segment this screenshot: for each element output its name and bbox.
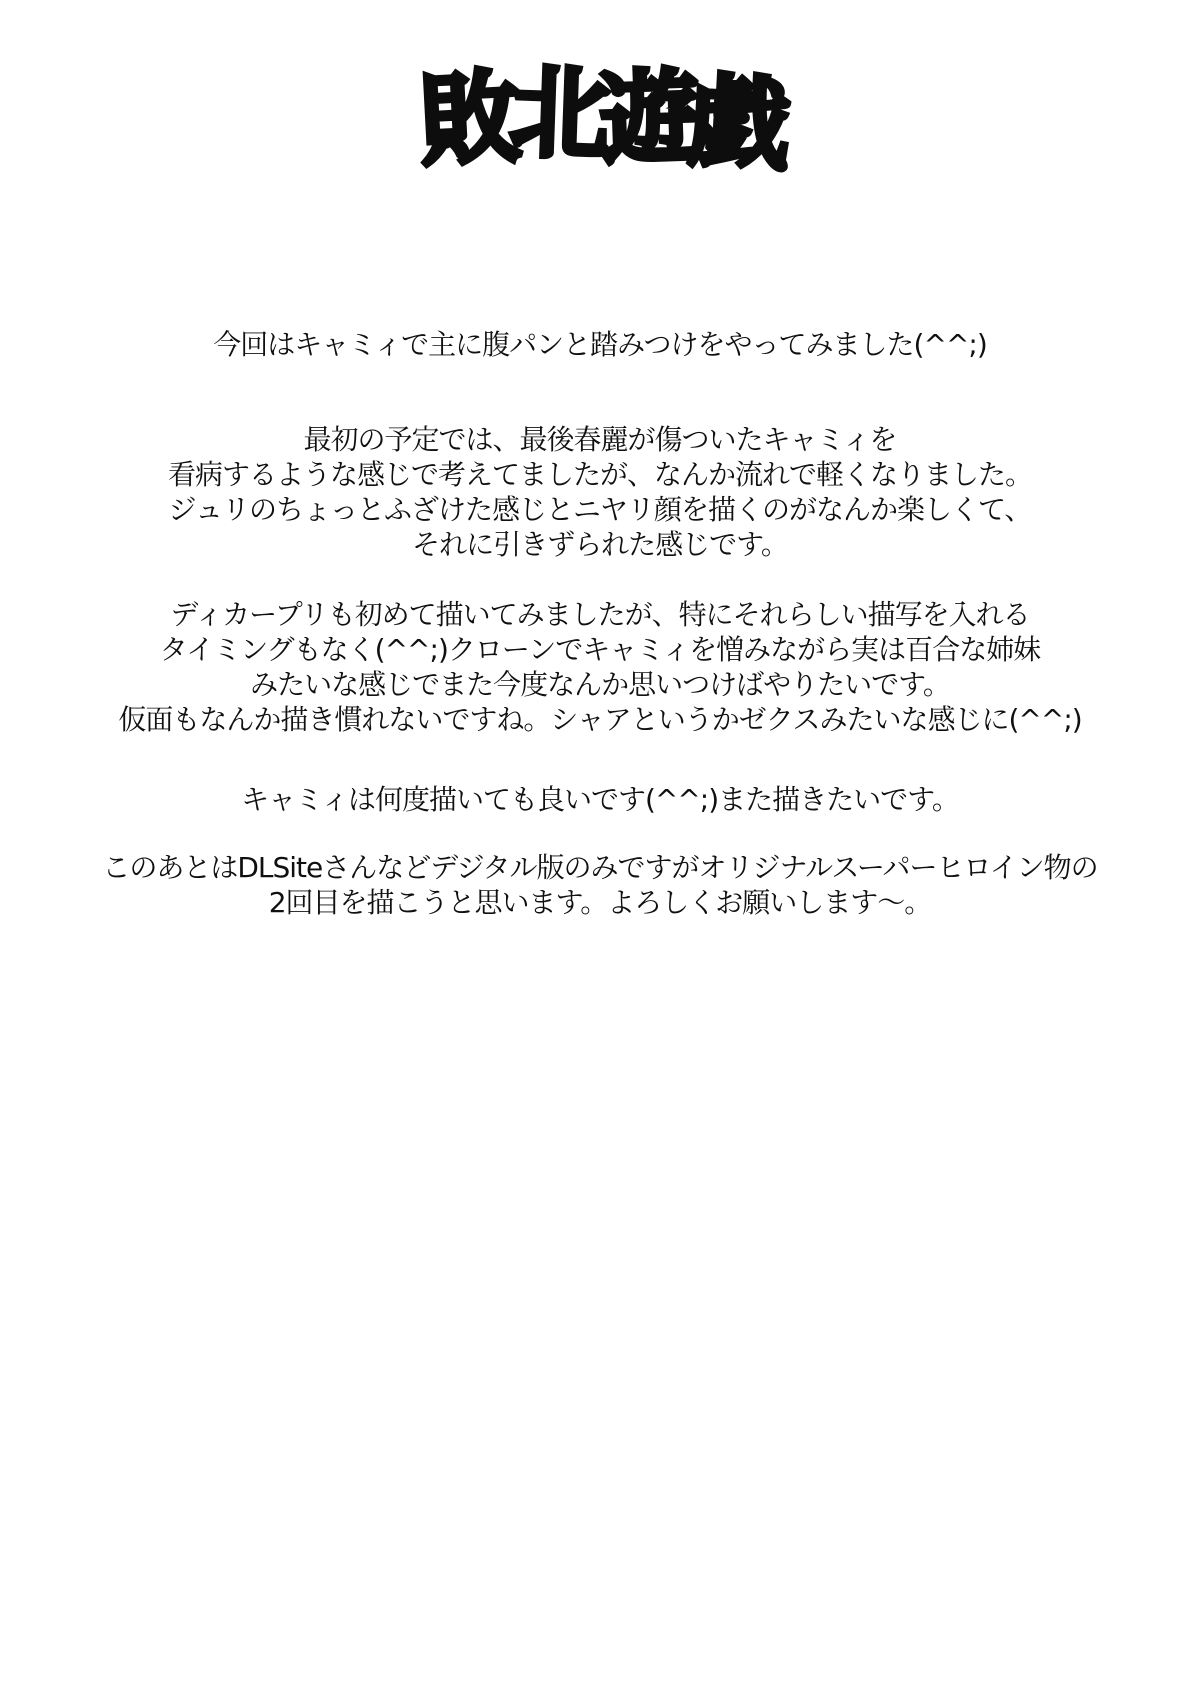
paragraph-cammy: キャミィは何度描いても良いです(^^;)また描きたいです。 (241, 783, 959, 816)
title-character: 遊 (598, 58, 693, 179)
title-character: 北 (508, 53, 603, 174)
paragraph-original-plan: 最初の予定では、最後春麗が傷ついたキャミィを 看病するような感じで考えてましたが、なんか流れで軽くなりました。 ジュリのちょっとふざけた感じとニヤリ顔を描くのがなんか楽しくて、 それに引きずられた感じです。 (167, 423, 1032, 561)
paragraph-decapre: ディカープリも初めて描いてみましたが、特にそれらしい描写を入れる タイミングもなく(^^;)クローンでキャミィを憎みながら実は百合な姉妹 みたいな感じでまた今度なんか思いつけばやりたいです。 仮面もなんか描き慣れないですね。シャアというかゼクスみたいな感じに(^^;) (118, 598, 1082, 736)
paragraph-intro: 今回はキャミィで主に腹パンと踏みつけをやってみました(^^;) (213, 328, 987, 361)
paragraph-next-work: このあとはDLSiteさんなどデジタル版のみですがオリジナルスーパーヒロイン物の 2回目を描こうと思います。よろしくお願いします～。 (102, 851, 1098, 919)
page-title (0, 53, 1200, 185)
afterword-text (0, 327, 1200, 920)
title-character: 戯 (686, 62, 783, 185)
title-character: 敗 (417, 58, 514, 181)
